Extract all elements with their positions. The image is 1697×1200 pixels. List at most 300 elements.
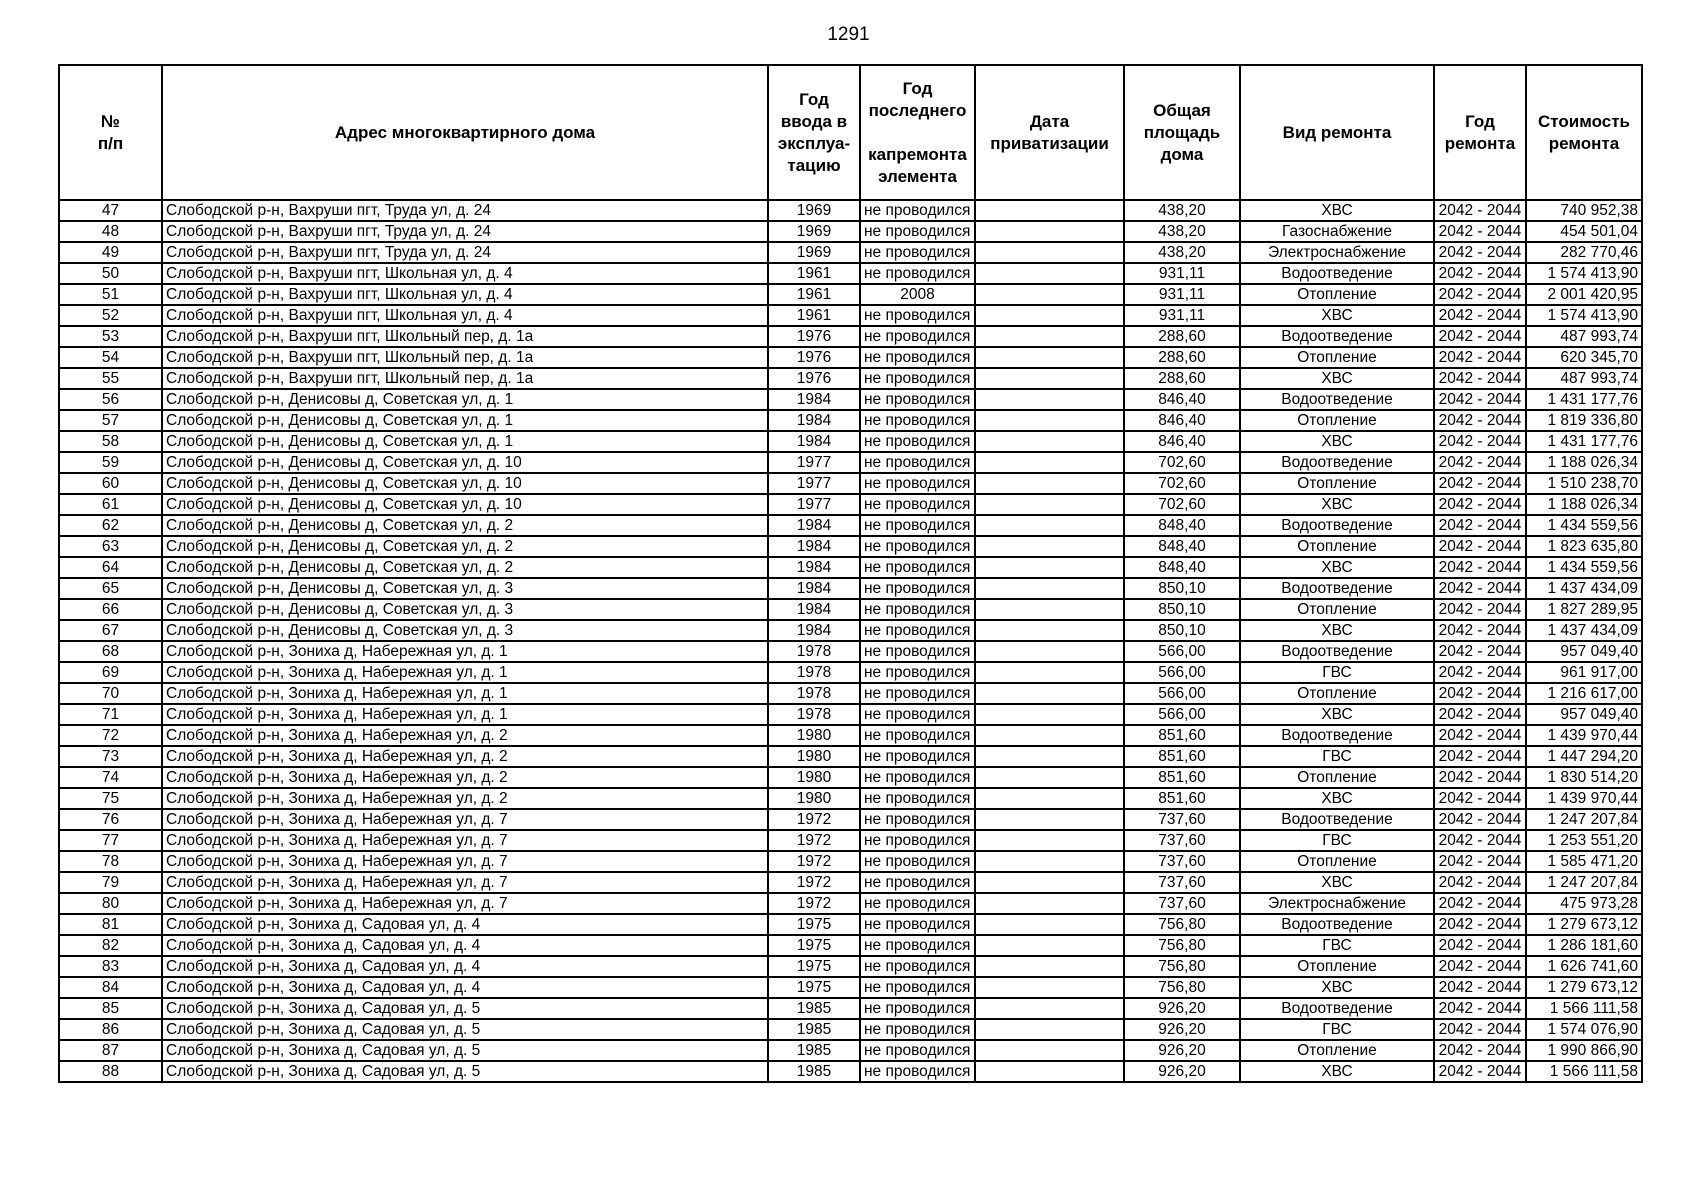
- page-number: 1291: [827, 24, 870, 45]
- last-repair-cell: не проводился: [860, 872, 975, 893]
- address-cell: Слободской р-н, Денисовы д, Советская ул, д. 1: [162, 389, 768, 410]
- year-commission-cell: 1972: [768, 809, 860, 830]
- repair-cost-cell: 282 770,46: [1526, 242, 1642, 263]
- address-cell: Слободской р-н, Денисовы д, Советская ул, д. 10: [162, 452, 768, 473]
- year-commission-cell: 1980: [768, 767, 860, 788]
- last-repair-cell: не проводился: [860, 998, 975, 1019]
- year-commission-cell: 1961: [768, 263, 860, 284]
- repair-years-cell: 2042 - 2044: [1434, 809, 1526, 830]
- privatization-date-cell: [975, 368, 1124, 389]
- address-cell: Слободской р-н, Вахруши пгт, Труда ул, д. 24: [162, 242, 768, 263]
- repair-cost-cell: 1 279 673,12: [1526, 977, 1642, 998]
- table-row: [59, 410, 1642, 431]
- address-cell: Слободской р-н, Денисовы д, Советская ул, д. 10: [162, 494, 768, 515]
- total-area-cell: 846,40: [1124, 410, 1240, 431]
- address-cell: Слободской р-н, Вахруши пгт, Школьный пер, д. 1а: [162, 368, 768, 389]
- row-number-cell: 51: [59, 284, 162, 305]
- repair-cost-cell: 1 439 970,44: [1526, 725, 1642, 746]
- repair-years-cell: 2042 - 2044: [1434, 578, 1526, 599]
- repair-cost-cell: 1 247 207,84: [1526, 809, 1642, 830]
- repair-years-cell: 2042 - 2044: [1434, 662, 1526, 683]
- last-repair-cell: не проводился: [860, 830, 975, 851]
- table-row: [59, 872, 1642, 893]
- header-label-line: [863, 122, 972, 144]
- year-commission-cell: 1976: [768, 368, 860, 389]
- year-commission-cell: 1969: [768, 221, 860, 242]
- repair-type-cell: ХВС: [1240, 704, 1434, 725]
- repair-cost-cell: 1 216 617,00: [1526, 683, 1642, 704]
- privatization-date-cell: [975, 893, 1124, 914]
- total-area-cell: 756,80: [1124, 977, 1240, 998]
- row-number-cell: 71: [59, 704, 162, 725]
- table-row: [59, 641, 1642, 662]
- repair-years-cell: 2042 - 2044: [1434, 704, 1526, 725]
- last-repair-cell: не проводился: [860, 851, 975, 872]
- repair-type-cell: Отопление: [1240, 473, 1434, 494]
- repair-type-cell: Электроснабжение: [1240, 242, 1434, 263]
- repair-years-cell: 2042 - 2044: [1434, 830, 1526, 851]
- header-label-line: ввода в: [780, 111, 848, 131]
- repair-cost-cell: 1 434 559,56: [1526, 515, 1642, 536]
- total-area-cell: 737,60: [1124, 830, 1240, 851]
- total-area-cell: 438,20: [1124, 221, 1240, 242]
- table-row: [59, 1019, 1642, 1040]
- year-commission-cell: 1984: [768, 620, 860, 641]
- privatization-date-cell: [975, 788, 1124, 809]
- address-cell: Слободской р-н, Вахруши пгт, Школьная ул, д. 4: [162, 305, 768, 326]
- privatization-date-cell: [975, 977, 1124, 998]
- repair-years-cell: 2042 - 2044: [1434, 347, 1526, 368]
- row-number-cell: 62: [59, 515, 162, 536]
- total-area-cell: 756,80: [1124, 956, 1240, 977]
- repair-type-cell: ХВС: [1240, 1061, 1434, 1082]
- table-row: [59, 914, 1642, 935]
- row-number-cell: 57: [59, 410, 162, 431]
- year-commission-cell: 1972: [768, 872, 860, 893]
- row-number-cell: 73: [59, 746, 162, 767]
- row-number-cell: 55: [59, 368, 162, 389]
- privatization-date-cell: [975, 389, 1124, 410]
- repair-years-cell: 2042 - 2044: [1434, 452, 1526, 473]
- table-row: [59, 494, 1642, 515]
- repair-cost-cell: 957 049,40: [1526, 704, 1642, 725]
- table-row: [59, 305, 1642, 326]
- repair-cost-cell: 1 431 177,76: [1526, 389, 1642, 410]
- repair-cost-cell: 1 990 866,90: [1526, 1040, 1642, 1061]
- repair-type-cell: Водоотведение: [1240, 326, 1434, 347]
- privatization-date-cell: [975, 263, 1124, 284]
- header-total-area: [1124, 65, 1240, 200]
- total-area-cell: 756,80: [1124, 914, 1240, 935]
- privatization-date-cell: [975, 914, 1124, 935]
- table-header-row: [59, 65, 1642, 200]
- header-label-line: Год: [1465, 111, 1495, 131]
- last-repair-cell: не проводился: [860, 578, 975, 599]
- table-row: [59, 389, 1642, 410]
- repair-type-cell: Водоотведение: [1240, 641, 1434, 662]
- row-number-cell: 85: [59, 998, 162, 1019]
- last-repair-cell: не проводился: [860, 536, 975, 557]
- repair-cost-cell: 1 823 635,80: [1526, 536, 1642, 557]
- total-area-cell: 737,60: [1124, 809, 1240, 830]
- year-commission-cell: 1985: [768, 1040, 860, 1061]
- table-row: [59, 704, 1642, 725]
- row-number-cell: 78: [59, 851, 162, 872]
- address-cell: Слободской р-н, Вахруши пгт, Труда ул, д. 24: [162, 221, 768, 242]
- privatization-date-cell: [975, 956, 1124, 977]
- header-label-line: Адрес многоквартирного дома: [334, 122, 596, 142]
- year-commission-cell: 1980: [768, 725, 860, 746]
- total-area-cell: 931,11: [1124, 305, 1240, 326]
- last-repair-cell: не проводился: [860, 662, 975, 683]
- row-number-cell: 86: [59, 1019, 162, 1040]
- header-last-capital-repair: [860, 65, 975, 200]
- total-area-cell: 850,10: [1124, 620, 1240, 641]
- last-repair-cell: не проводился: [860, 620, 975, 641]
- repair-cost-cell: 1 574 413,90: [1526, 305, 1642, 326]
- repair-type-cell: ХВС: [1240, 200, 1434, 221]
- address-cell: Слободской р-н, Зониха д, Садовая ул, д. 4: [162, 977, 768, 998]
- repair-years-cell: 2042 - 2044: [1434, 557, 1526, 578]
- table-body: [59, 200, 1642, 1082]
- row-number-cell: 53: [59, 326, 162, 347]
- total-area-cell: 926,20: [1124, 998, 1240, 1019]
- total-area-cell: 931,11: [1124, 263, 1240, 284]
- privatization-date-cell: [975, 221, 1124, 242]
- row-number-cell: 63: [59, 536, 162, 557]
- repair-type-cell: Отопление: [1240, 683, 1434, 704]
- repair-cost-cell: 1 566 111,58: [1526, 998, 1642, 1019]
- last-repair-cell: не проводился: [860, 977, 975, 998]
- repair-years-cell: 2042 - 2044: [1434, 998, 1526, 1019]
- repair-years-cell: 2042 - 2044: [1434, 242, 1526, 263]
- last-repair-cell: не проводился: [860, 242, 975, 263]
- privatization-date-cell: [975, 431, 1124, 452]
- privatization-date-cell: [975, 284, 1124, 305]
- repair-type-cell: ХВС: [1240, 977, 1434, 998]
- repair-type-cell: ГВС: [1240, 746, 1434, 767]
- table-row: [59, 452, 1642, 473]
- year-commission-cell: 1975: [768, 935, 860, 956]
- repair-cost-cell: 1 188 026,34: [1526, 494, 1642, 515]
- repair-cost-cell: 1 279 673,12: [1526, 914, 1642, 935]
- repair-type-cell: Отопление: [1240, 851, 1434, 872]
- header-repair-cost: [1526, 65, 1642, 200]
- year-commission-cell: 1976: [768, 326, 860, 347]
- table-row: [59, 599, 1642, 620]
- repair-years-cell: 2042 - 2044: [1434, 473, 1526, 494]
- repair-type-cell: Отопление: [1240, 410, 1434, 431]
- row-number-cell: 59: [59, 452, 162, 473]
- address-cell: Слободской р-н, Зониха д, Садовая ул, д. 5: [162, 998, 768, 1019]
- address-cell: Слободской р-н, Зониха д, Садовая ул, д. 5: [162, 1040, 768, 1061]
- repair-type-cell: Водоотведение: [1240, 263, 1434, 284]
- row-number-cell: 87: [59, 1040, 162, 1061]
- year-commission-cell: 1985: [768, 1061, 860, 1082]
- last-repair-cell: не проводился: [860, 263, 975, 284]
- repair-years-cell: 2042 - 2044: [1434, 263, 1526, 284]
- privatization-date-cell: [975, 704, 1124, 725]
- repair-years-cell: 2042 - 2044: [1434, 221, 1526, 242]
- privatization-date-cell: [975, 746, 1124, 767]
- last-repair-cell: не проводился: [860, 452, 975, 473]
- total-area-cell: 566,00: [1124, 662, 1240, 683]
- last-repair-cell: не проводился: [860, 1019, 975, 1040]
- privatization-date-cell: [975, 557, 1124, 578]
- total-area-cell: 737,60: [1124, 872, 1240, 893]
- privatization-date-cell: [975, 305, 1124, 326]
- row-number-cell: 77: [59, 830, 162, 851]
- total-area-cell: 848,40: [1124, 536, 1240, 557]
- table-row: [59, 515, 1642, 536]
- repair-years-cell: 2042 - 2044: [1434, 515, 1526, 536]
- repair-type-cell: Отопление: [1240, 347, 1434, 368]
- total-area-cell: 851,60: [1124, 746, 1240, 767]
- table-row: [59, 431, 1642, 452]
- year-commission-cell: 1978: [768, 662, 860, 683]
- repair-years-cell: 2042 - 2044: [1434, 368, 1526, 389]
- header-label-line: Год: [799, 89, 829, 109]
- privatization-date-cell: [975, 851, 1124, 872]
- repair-years-cell: 2042 - 2044: [1434, 956, 1526, 977]
- table-row: [59, 767, 1642, 788]
- table-row: [59, 935, 1642, 956]
- last-repair-cell: не проводился: [860, 809, 975, 830]
- total-area-cell: 438,20: [1124, 200, 1240, 221]
- repair-type-cell: ГВС: [1240, 662, 1434, 683]
- year-commission-cell: 1984: [768, 578, 860, 599]
- last-repair-cell: не проводился: [860, 956, 975, 977]
- repair-type-cell: ХВС: [1240, 872, 1434, 893]
- repair-type-cell: ХВС: [1240, 368, 1434, 389]
- year-commission-cell: 1984: [768, 536, 860, 557]
- table-row: [59, 620, 1642, 641]
- privatization-date-cell: [975, 200, 1124, 221]
- address-cell: Слободской р-н, Денисовы д, Советская ул, д. 3: [162, 620, 768, 641]
- total-area-cell: 846,40: [1124, 389, 1240, 410]
- privatization-date-cell: [975, 578, 1124, 599]
- header-repair-type: [1240, 65, 1434, 200]
- last-repair-cell: не проводился: [860, 515, 975, 536]
- last-repair-cell: 2008: [860, 284, 975, 305]
- year-commission-cell: 1984: [768, 410, 860, 431]
- repair-type-cell: ХВС: [1240, 305, 1434, 326]
- row-number-cell: 76: [59, 809, 162, 830]
- address-cell: Слободской р-н, Вахруши пгт, Школьный пер, д. 1а: [162, 347, 768, 368]
- repair-cost-cell: 1 431 177,76: [1526, 431, 1642, 452]
- row-number-cell: 79: [59, 872, 162, 893]
- row-number-cell: 80: [59, 893, 162, 914]
- repair-years-cell: 2042 - 2044: [1434, 746, 1526, 767]
- header-label-line: №: [101, 111, 120, 131]
- address-cell: Слободской р-н, Денисовы д, Советская ул, д. 2: [162, 515, 768, 536]
- address-cell: Слободской р-н, Зониха д, Набережная ул, д. 7: [162, 809, 768, 830]
- last-repair-cell: не проводился: [860, 431, 975, 452]
- year-commission-cell: 1972: [768, 830, 860, 851]
- year-commission-cell: 1984: [768, 389, 860, 410]
- repair-type-cell: Водоотведение: [1240, 725, 1434, 746]
- row-number-cell: 48: [59, 221, 162, 242]
- total-area-cell: 851,60: [1124, 725, 1240, 746]
- table-row: [59, 809, 1642, 830]
- row-number-cell: 52: [59, 305, 162, 326]
- row-number-cell: 81: [59, 914, 162, 935]
- address-cell: Слободской р-н, Зониха д, Набережная ул, д. 7: [162, 851, 768, 872]
- total-area-cell: 756,80: [1124, 935, 1240, 956]
- privatization-date-cell: [975, 872, 1124, 893]
- repair-cost-cell: 1 447 294,20: [1526, 746, 1642, 767]
- year-commission-cell: 1977: [768, 473, 860, 494]
- row-number-cell: 88: [59, 1061, 162, 1082]
- table-row: [59, 830, 1642, 851]
- row-number-cell: 56: [59, 389, 162, 410]
- repair-years-cell: 2042 - 2044: [1434, 284, 1526, 305]
- repair-cost-cell: 1 626 741,60: [1526, 956, 1642, 977]
- total-area-cell: 848,40: [1124, 557, 1240, 578]
- repair-type-cell: ХВС: [1240, 788, 1434, 809]
- repair-years-cell: 2042 - 2044: [1434, 536, 1526, 557]
- privatization-date-cell: [975, 1040, 1124, 1061]
- repair-cost-cell: 1 819 336,80: [1526, 410, 1642, 431]
- total-area-cell: 702,60: [1124, 452, 1240, 473]
- table-row: [59, 788, 1642, 809]
- year-commission-cell: 1961: [768, 305, 860, 326]
- repair-cost-cell: 1 253 551,20: [1526, 830, 1642, 851]
- last-repair-cell: не проводился: [860, 725, 975, 746]
- header-label-line: Дата: [1029, 111, 1070, 131]
- row-number-cell: 66: [59, 599, 162, 620]
- privatization-date-cell: [975, 767, 1124, 788]
- repair-cost-cell: 1 286 181,60: [1526, 935, 1642, 956]
- header-label-line: последнего: [868, 100, 967, 120]
- row-number-cell: 61: [59, 494, 162, 515]
- table-row: [59, 284, 1642, 305]
- header-label-line: Год: [902, 78, 933, 98]
- row-number-cell: 67: [59, 620, 162, 641]
- repair-cost-cell: 454 501,04: [1526, 221, 1642, 242]
- repair-years-cell: 2042 - 2044: [1434, 683, 1526, 704]
- year-commission-cell: 1980: [768, 746, 860, 767]
- address-cell: Слободской р-н, Вахруши пгт, Школьная ул, д. 4: [162, 263, 768, 284]
- last-repair-cell: не проводился: [860, 326, 975, 347]
- table-row: [59, 242, 1642, 263]
- repair-type-cell: ХВС: [1240, 557, 1434, 578]
- address-cell: Слободской р-н, Зониха д, Набережная ул, д. 1: [162, 683, 768, 704]
- header-label-line: приватизации: [990, 133, 1109, 153]
- table-row: [59, 956, 1642, 977]
- row-number-cell: 49: [59, 242, 162, 263]
- repair-years-cell: 2042 - 2044: [1434, 725, 1526, 746]
- repair-type-cell: ГВС: [1240, 935, 1434, 956]
- total-area-cell: 850,10: [1124, 578, 1240, 599]
- address-cell: Слободской р-н, Зониха д, Садовая ул, д. 5: [162, 1061, 768, 1082]
- address-cell: Слободской р-н, Зониха д, Садовая ул, д. 4: [162, 956, 768, 977]
- total-area-cell: 566,00: [1124, 704, 1240, 725]
- address-cell: Слободской р-н, Зониха д, Набережная ул, д. 2: [162, 767, 768, 788]
- address-cell: Слободской р-н, Зониха д, Садовая ул, д. 4: [162, 935, 768, 956]
- row-number-cell: 69: [59, 662, 162, 683]
- year-commission-cell: 1976: [768, 347, 860, 368]
- repair-type-cell: Водоотведение: [1240, 389, 1434, 410]
- repair-cost-cell: 1 247 207,84: [1526, 872, 1642, 893]
- repair-type-cell: ХВС: [1240, 494, 1434, 515]
- year-commission-cell: 1984: [768, 515, 860, 536]
- total-area-cell: 702,60: [1124, 473, 1240, 494]
- last-repair-cell: не проводился: [860, 683, 975, 704]
- repair-type-cell: Отопление: [1240, 284, 1434, 305]
- header-label-line: ремонта: [1548, 133, 1620, 153]
- address-cell: Слободской р-н, Денисовы д, Советская ул, д. 1: [162, 431, 768, 452]
- table-row: [59, 536, 1642, 557]
- repair-years-cell: 2042 - 2044: [1434, 410, 1526, 431]
- year-commission-cell: 1977: [768, 452, 860, 473]
- table-row: [59, 326, 1642, 347]
- repair-cost-cell: 1 437 434,09: [1526, 620, 1642, 641]
- year-commission-cell: 1978: [768, 683, 860, 704]
- privatization-date-cell: [975, 1019, 1124, 1040]
- table-row: [59, 683, 1642, 704]
- repair-years-cell: 2042 - 2044: [1434, 494, 1526, 515]
- total-area-cell: 288,60: [1124, 347, 1240, 368]
- table-row: [59, 368, 1642, 389]
- privatization-date-cell: [975, 725, 1124, 746]
- privatization-date-cell: [975, 1061, 1124, 1082]
- total-area-cell: 288,60: [1124, 326, 1240, 347]
- privatization-date-cell: [975, 242, 1124, 263]
- total-area-cell: 702,60: [1124, 494, 1240, 515]
- year-commission-cell: 1985: [768, 1019, 860, 1040]
- last-repair-cell: не проводился: [860, 368, 975, 389]
- privatization-date-cell: [975, 641, 1124, 662]
- repair-cost-cell: 475 973,28: [1526, 893, 1642, 914]
- total-area-cell: 848,40: [1124, 515, 1240, 536]
- repair-type-cell: Отопление: [1240, 599, 1434, 620]
- year-commission-cell: 1978: [768, 704, 860, 725]
- last-repair-cell: не проводился: [860, 1040, 975, 1061]
- year-commission-cell: 1961: [768, 284, 860, 305]
- row-number-cell: 65: [59, 578, 162, 599]
- address-cell: Слободской р-н, Зониха д, Набережная ул, д. 7: [162, 893, 768, 914]
- year-commission-cell: 1984: [768, 431, 860, 452]
- total-area-cell: 566,00: [1124, 641, 1240, 662]
- repair-years-cell: 2042 - 2044: [1434, 1061, 1526, 1082]
- year-commission-cell: 1984: [768, 557, 860, 578]
- year-commission-cell: 1984: [768, 599, 860, 620]
- header-privatization-date: [975, 65, 1124, 200]
- repair-cost-cell: 2 001 420,95: [1526, 284, 1642, 305]
- year-commission-cell: 1972: [768, 851, 860, 872]
- table-row: [59, 746, 1642, 767]
- last-repair-cell: не проводился: [860, 893, 975, 914]
- year-commission-cell: 1978: [768, 641, 860, 662]
- repair-type-cell: ГВС: [1240, 830, 1434, 851]
- table-row: [59, 473, 1642, 494]
- year-commission-cell: 1977: [768, 494, 860, 515]
- repair-years-cell: 2042 - 2044: [1434, 389, 1526, 410]
- header-repair-years: [1434, 65, 1526, 200]
- privatization-date-cell: [975, 599, 1124, 620]
- row-number-cell: 60: [59, 473, 162, 494]
- header-num: [59, 65, 162, 200]
- row-number-cell: 84: [59, 977, 162, 998]
- total-area-cell: 931,11: [1124, 284, 1240, 305]
- last-repair-cell: не проводился: [860, 494, 975, 515]
- repair-cost-cell: 1 434 559,56: [1526, 557, 1642, 578]
- privatization-date-cell: [975, 662, 1124, 683]
- address-cell: Слободской р-н, Зониха д, Набережная ул, д. 2: [162, 788, 768, 809]
- privatization-date-cell: [975, 998, 1124, 1019]
- header-label-line: эксплуа-: [777, 133, 851, 153]
